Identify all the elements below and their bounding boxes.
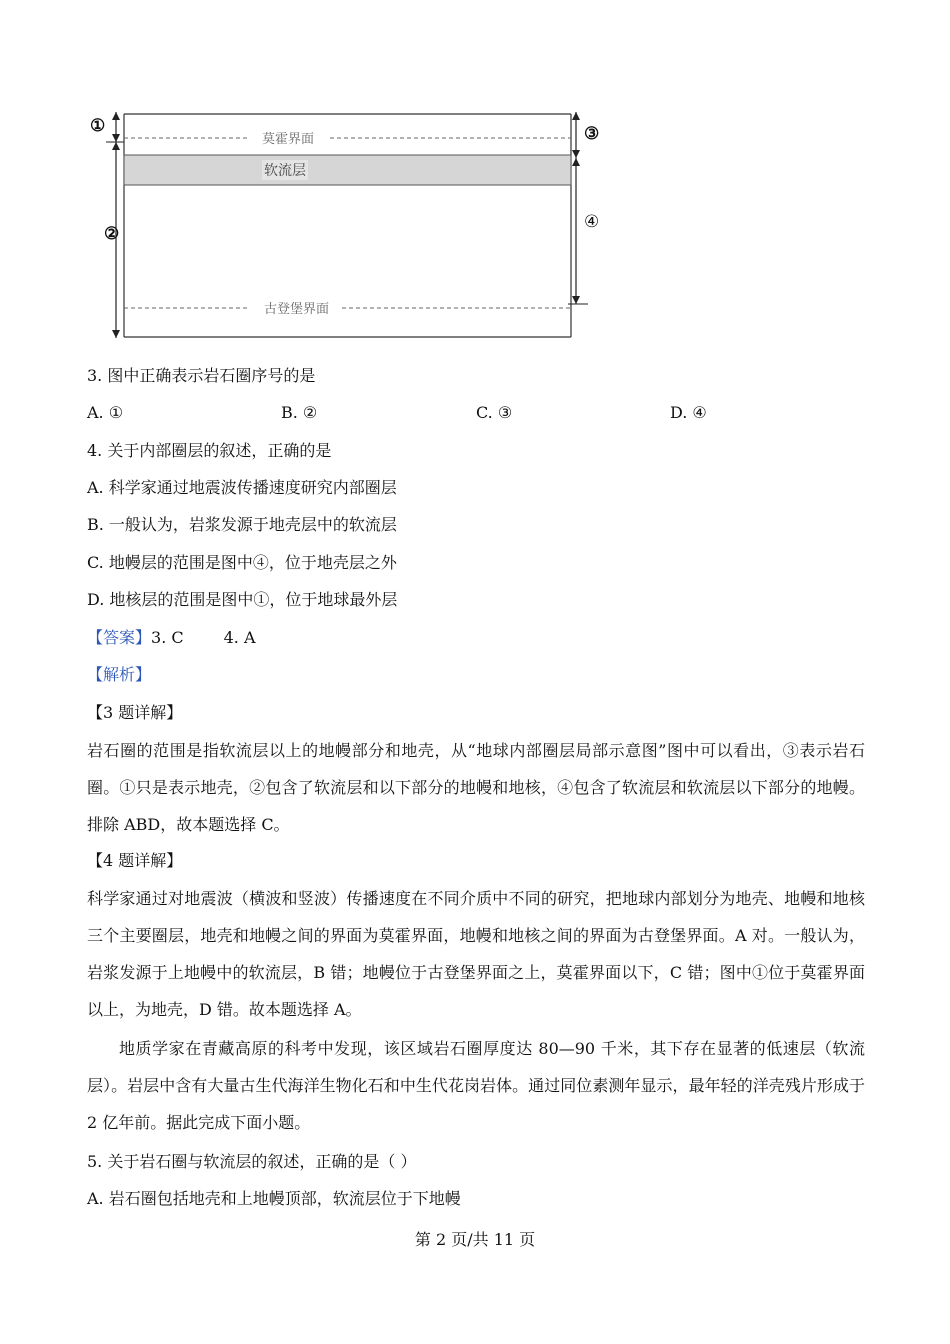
arrow-1-head-down	[112, 134, 120, 142]
q3-option-a: A. ①	[87, 403, 124, 422]
gutenberg-label: 古登堡界面	[264, 302, 330, 317]
answer-4: 4. A	[223, 628, 256, 647]
arrow-2-head-down	[112, 330, 120, 338]
arrow-3-head-up	[572, 112, 580, 120]
q5-option-a: A. 岩石圈包括地壳和上地幔顶部，软流层位于下地幔	[87, 1189, 461, 1208]
marker-4: ④	[584, 212, 600, 232]
q3-detail-text: 岩石圈的范围是指软流层以上的地幔部分和地壳，从“地球内部圈层局部示意图”图中可以看出，③表示岩石圈。①只是表示地壳，②包含了软流层和以下部分的地幔和地核，④包含了软流层和软流层以下部分的地幔。排除 ABD，故本题选择 C。	[87, 741, 865, 834]
answer-label: 【答案】	[87, 628, 152, 647]
earth-layers-diagram	[90, 100, 610, 350]
q4-option-a: A. 科学家通过地震波传播速度研究内部圈层	[87, 478, 397, 497]
q4-option-c: C. 地幔层的范围是图中④，位于地壳层之外	[87, 553, 397, 572]
q4-stem: 4. 关于内部圈层的叙述，正确的是	[87, 441, 332, 460]
arrow-4-head-down	[572, 296, 580, 304]
q4-detail-text: 科学家通过对地震波（横波和竖波）传播速度在不同介质中不同的研究，把地球内部划分为地壳、地幔和地核三个主要圈层，地壳和地幔之间的界面为莫霍界面，地幔和地核之间的界面为古登堡界面。A 对。一般认为，岩浆发源于上地幔中的软流层，B 错；地幔位于古登堡界面之上，莫霍界面以下，C 错；图中①位于莫霍界面以上，为地壳，D 错。故本题选择 A。	[87, 889, 865, 1019]
q3-option-d: D. ④	[670, 403, 707, 422]
arrow-4-head-up	[572, 158, 580, 166]
arrow-2-head-up	[112, 142, 120, 150]
passage-text: 地质学家在青藏高原的科考中发现，该区域岩石圈厚度达 80—90 千米，其下存在显著的低速层（软流层）。岩层中含有大量古生代海洋生物化石和中生代花岗岩体。通过同位素测年显示，最年轻的洋壳残片形成于 2 亿年前。据此完成下面小题。	[87, 1039, 865, 1132]
page-footer: 第 2 页/共 11 页	[414, 1230, 536, 1249]
arrow-3-head-down	[572, 150, 580, 158]
q3-stem: 3. 图中正确表示岩石圈序号的是	[87, 366, 316, 385]
moho-label: 莫霍界面	[262, 132, 315, 147]
q4-detail-title: 【4 题详解】	[87, 851, 183, 870]
marker-3: ③	[584, 124, 600, 144]
asthenosphere-label: 软流层	[262, 160, 308, 180]
q5-stem: 5. 关于岩石圈与软流层的叙述，正确的是（ ）	[87, 1152, 417, 1171]
q3-detail-title: 【3 题详解】	[87, 703, 183, 722]
marker-2: ②	[104, 224, 120, 244]
q4-option-b: B. 一般认为，岩浆发源于地壳层中的软流层	[87, 515, 397, 534]
arrow-1-head-up	[112, 112, 120, 120]
answer-3: 3. C	[151, 628, 184, 647]
asthenosphere-band	[124, 155, 571, 185]
answer-line	[87, 627, 256, 649]
earth-layers-svg	[90, 100, 610, 350]
q4-option-d: D. 地核层的范围是图中①，位于地球最外层	[87, 590, 398, 609]
analysis-label: 【解析】	[87, 665, 152, 684]
q3-option-c: C. ③	[476, 403, 513, 422]
marker-1: ①	[90, 116, 106, 136]
q3-option-b: B. ②	[281, 403, 318, 422]
